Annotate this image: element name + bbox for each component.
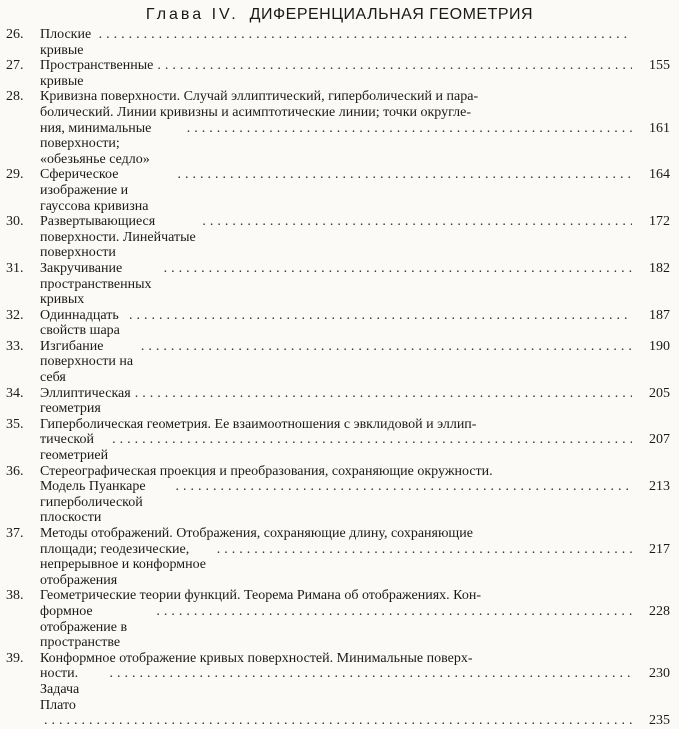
toc-entry-page: 187 [649,307,670,323]
toc-entry [6,339,670,386]
toc-entry [6,417,670,464]
toc-entry [6,27,670,58]
toc-entry-title: Кривизна поверхности. Случай эллиптический, гиперболический и пара- [40,89,479,105]
toc-entry-page: 172 [649,214,670,230]
toc-entry [6,386,670,417]
toc-entry-page: 190 [649,338,670,354]
toc-entry-title: Геометрические теории функций. Теорема Римана об отображениях. Кон- [40,588,481,604]
toc-entry [6,308,670,339]
toc-entry [6,214,670,261]
toc-entry-title: Одиннадцать свойств шара [40,307,120,339]
toc-entry [6,58,670,89]
dot-leader [112,432,632,448]
toc-entry-title-continuation: площади; геодезические, непрерывное и конформное отображения [40,541,206,588]
toc-entry-number: 29. [6,167,24,183]
dot-leader [187,121,632,137]
toc-entry-title: Плоские кривые [40,27,92,58]
toc-entry-page: 217 [649,541,670,557]
dot-leader [156,604,632,620]
dot-leader [129,308,632,324]
dot-leader [178,167,632,183]
toc-entry-title-continuation: болический. Линии кривизны и асимптотические линии; точки округле- [40,104,472,120]
toc-entry-page: 205 [649,385,670,401]
toc-entry-number: 31. [6,260,24,276]
chapter-title: ДИФЕРЕНЦИАЛЬНАЯ ГЕОМЕТРИЯ [249,6,534,23]
toc-entry-number: 27. [6,58,24,74]
toc-entry [6,464,670,526]
toc-entry [6,167,670,214]
toc-entry-title: Методы отображений. Отображения, сохраняющие длину, сохраняющие [40,526,473,541]
toc-entry [6,261,670,308]
toc-entry-title: Гиперболическая геометрия. Ее взаимоотношения с эвклидовой и эллип- [40,416,477,432]
toc-entry-title: Стереографическая проекция и преобразования, сохраняющие окружности. [40,463,493,479]
chapter-label: Глава IV. [145,6,239,23]
toc-entry-number: 30. [6,214,24,230]
toc-entry-number: 35. [6,416,24,432]
toc-entry-page: 155 [649,58,670,74]
toc-entry-title: Закручивание пространственных кривых [40,260,152,308]
dot-leader [44,713,632,729]
toc-entry-number: 26. [6,27,24,42]
toc-entry [6,651,670,713]
dot-leader [141,339,632,355]
toc-entry-page: 164 [649,167,670,183]
toc-entry-page: 161 [649,120,670,136]
toc-entry-number: 38. [6,588,24,604]
chapter-heading [0,6,679,24]
toc-entry-title: Развертывающиеся поверхности. Линейчатые поверхности [40,214,196,261]
toc-entry-title: Изгибание поверхности на себя [40,338,134,386]
dot-leader [217,542,632,558]
toc-entry [6,526,670,588]
toc-entry-title-continuation: ности. Задача Плато [40,666,80,713]
toc-entry-number: 34. [6,385,24,401]
toc-entry-title: Эллиптическая геометрия [40,385,131,417]
toc-entry-number: 33. [6,338,24,354]
dot-leader [202,214,632,230]
toc-entry-page: 230 [649,666,670,682]
toc-entry-title: Конформное отображение кривых поверхностей. Минимальные поверх- [40,650,473,666]
toc-entry-title-continuation: Модель Пуанкаре гиперболической плоскости [40,479,146,526]
toc-entry-title-continuation: формное отображение в пространстве [40,603,128,651]
table-of-contents [6,27,670,729]
dot-leader [135,386,632,402]
toc-entry-number: 32. [6,307,24,323]
dot-leader [157,58,632,74]
toc-entry [6,588,670,650]
toc-entry-title: Сферическое изображение и гауссова кривизна [40,167,149,214]
toc-entry [6,713,670,729]
toc-entry-number: 37. [6,526,24,541]
dot-leader [99,27,632,43]
toc-entry-number: 28. [6,89,24,105]
dot-leader [164,261,632,277]
toc-entry-title-continuation: тической геометрией [40,432,109,464]
toc-entry [6,89,670,167]
toc-entry-number: 36. [6,463,24,479]
toc-entry-page: 235 [649,713,670,729]
toc-entry-page: 228 [649,603,670,619]
toc-entry-title-continuation: ния, минимальные поверхности; «обезьянье седло» [40,120,152,167]
toc-entry-page: 207 [649,432,670,448]
toc-entry-page: 213 [649,479,670,495]
toc-entry-page: 182 [649,260,670,276]
dot-leader [109,666,632,682]
toc-entry-title: Пространственные кривые [40,58,154,89]
toc-entry-number: 39. [6,650,24,666]
dot-leader [176,479,632,495]
